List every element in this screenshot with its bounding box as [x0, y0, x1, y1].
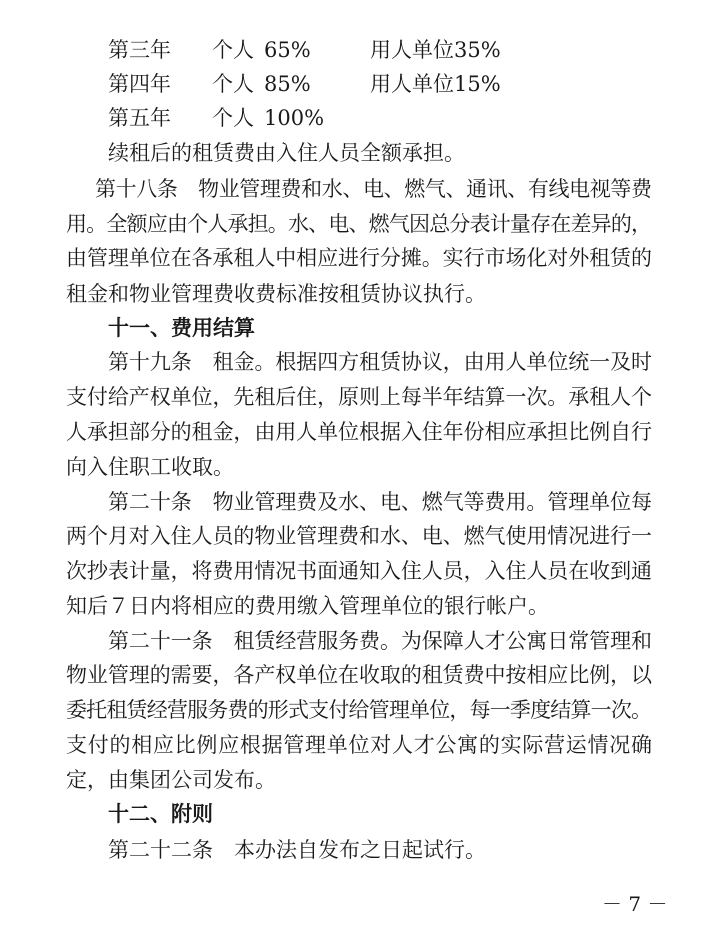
article-21-line: 第二十一条 租赁经营服务费。为保障人才公寓日常管理和	[108, 629, 652, 653]
text-line: 定，由集团公司发布。	[66, 768, 276, 792]
page-number: － 7 －	[602, 892, 668, 916]
year-label: 第四年	[108, 72, 171, 96]
text-line: 租金和物业管理费收费标准按租赁协议执行。	[66, 282, 486, 306]
text-line: 续租后的租赁费由入住人员全额承担。	[108, 141, 465, 165]
section-heading-fee-settlement: 十一、费用结算	[108, 316, 255, 340]
personal-label: 个人	[212, 38, 254, 62]
year-label: 第五年	[108, 106, 171, 130]
article-22-line: 第二十二条 本办法自发布之日起试行。	[108, 838, 486, 862]
ratio-row-year-5	[108, 104, 628, 132]
employer-label: 用人单位	[370, 72, 454, 96]
text-line: 人承担部分的租金，由用人单位根据入住年份相应承担比例自行	[66, 420, 652, 444]
text-line: 由管理单位在各承租人中相应进行分摊。实行市场化对外租赁的	[66, 246, 652, 270]
employer-label: 用人单位	[370, 38, 454, 62]
article-20-line: 第二十条 物业管理费及水、电、燃气等费用。管理单位每	[108, 490, 652, 514]
text-line: 支付的相应比例应根据管理单位对人才公寓的实际营运情况确	[66, 733, 653, 757]
text-line: 两个月对入住人员的物业管理费和水、电、燃气使用情况进行一	[66, 524, 652, 548]
section-heading-supplementary: 十二、附则	[108, 802, 213, 826]
personal-share: 85%	[264, 72, 311, 96]
text-line: 支付给产权单位，先租后住，原则上每半年结算一次。承租人个	[66, 385, 652, 409]
article-19-line: 第十九条 租金。根据四方租赁协议，由用人单位统一及时	[108, 350, 652, 374]
employer-share: 15%	[454, 72, 501, 96]
text-line: 物业管理的需要，各产权单位在收取的租赁费中按相应比例，以	[66, 663, 652, 687]
personal-label: 个人	[212, 106, 254, 130]
text-line: 委托租赁经营服务费的形式支付给管理单位，每一季度结算一次。	[66, 698, 652, 722]
text-line: 向入住职工收取。	[66, 455, 234, 479]
text-line: 用。全额应由个人承担。水、电、燃气因总分表计量存在差异的，	[66, 212, 652, 236]
article-18-line: 第十八条 物业管理费和水、电、燃气、通讯、有线电视等费	[95, 177, 652, 201]
text-line: 知后７日内将相应的费用缴入管理单位的银行帐户。	[66, 594, 549, 618]
year-label: 第三年	[108, 38, 171, 62]
ratio-row-year-4	[108, 70, 628, 98]
text-line: 次抄表计量，将费用情况书面通知入住人员，入住人员在收到通	[66, 559, 652, 583]
personal-share: 100%	[264, 106, 325, 130]
ratio-row-year-3	[108, 36, 628, 64]
personal-label: 个人	[212, 72, 254, 96]
personal-share: 65%	[264, 38, 311, 62]
employer-share: 35%	[454, 38, 501, 62]
